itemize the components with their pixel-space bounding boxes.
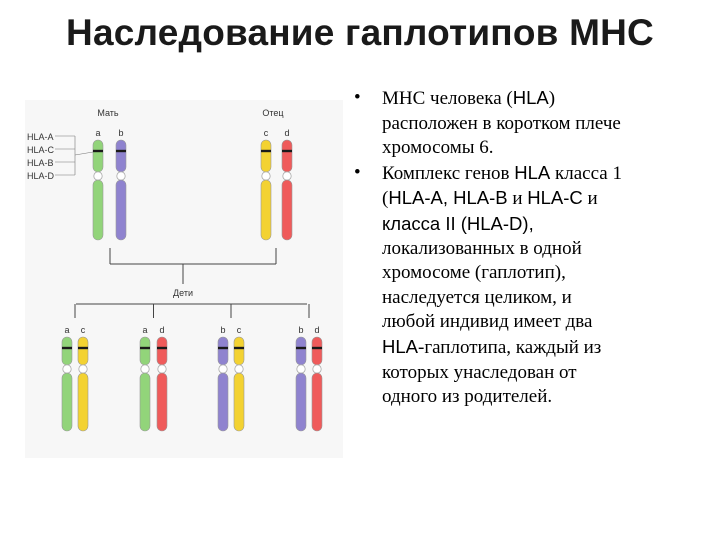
text-span: Комплекс генов	[382, 162, 515, 184]
parent-2-chromosome-1-centromere	[262, 172, 270, 180]
bullet-item-2	[352, 161, 718, 410]
bullet-2-line-2	[382, 186, 718, 212]
child-4-chromosome-2-short-arm	[312, 337, 322, 365]
locus-label-hla-d: HLA-D	[27, 171, 55, 181]
child-4-chromosome-2-long-arm	[312, 373, 322, 431]
slide-title: Наследование гаплотипов МНС	[66, 12, 654, 53]
bullet-2-line-8	[382, 335, 718, 361]
child-1-chromosome-1-centromere	[63, 365, 71, 373]
child-2-chromosome-2-letter: d	[159, 325, 165, 335]
text-span: (	[382, 188, 389, 210]
bullet-marker: •	[354, 161, 361, 183]
text-span: -гаплотипа, каждый из	[418, 336, 602, 358]
bullet-2-line-6: наследуется целиком, и	[382, 286, 572, 308]
bullet-2-line-3: класса II (HLA-D),	[382, 212, 534, 234]
child-4-chromosome-1-letter: b	[298, 325, 304, 335]
child-1-chromosome-2-long-arm	[78, 373, 88, 431]
bullet-2-line-5: хромосоме (гаплотип),	[382, 262, 566, 284]
locus-label-hla-c: HLA-C	[27, 145, 55, 155]
child-4-chromosome-1-long-arm	[296, 373, 306, 431]
child-3-chromosome-1-letter: b	[220, 325, 226, 335]
text-span: HLA	[514, 161, 551, 183]
parent-1-chromosome-1-letter: a	[95, 128, 101, 138]
child-4-chromosome-2-centromere	[313, 365, 321, 373]
text-span: класса 1	[550, 162, 622, 184]
parent-1-chromosome-2-centromere	[117, 172, 125, 180]
parent-1-chromosome-2-long-arm	[116, 180, 126, 240]
parent-2-chromosome-2-long-arm	[282, 180, 292, 240]
child-3-chromosome-2-long-arm	[234, 373, 244, 431]
child-1-chromosome-1-short-arm	[62, 337, 72, 365]
child-3-chromosome-2-centromere	[235, 365, 243, 373]
bullet-2-line-4: локализованных в одной	[382, 237, 582, 259]
text-span: HLA	[382, 335, 418, 357]
child-1-chromosome-1-long-arm	[62, 373, 72, 431]
parent-2-chromosome-2-centromere	[283, 172, 291, 180]
parent-1-chromosome-2-short-arm	[116, 140, 126, 172]
bullet-2-line-10: одного из родителей.	[382, 386, 553, 408]
bullet-list	[352, 86, 718, 410]
bullet-1-line-3: хромосомы 6.	[382, 137, 494, 159]
father-label: Отец	[262, 108, 284, 118]
haplotype-inheritance-diagram	[25, 100, 343, 458]
child-3-chromosome-2-letter: c	[236, 325, 242, 335]
child-4-chromosome-1-short-arm	[296, 337, 306, 365]
child-2-chromosome-2-centromere	[158, 365, 166, 373]
child-1-chromosome-2-letter: c	[80, 325, 86, 335]
parent-2-chromosome-1-short-arm	[261, 140, 271, 172]
bullet-marker: •	[354, 87, 361, 108]
parent-1-chromosome-2-letter: b	[118, 128, 124, 138]
parent-2-chromosome-1-letter: c	[263, 128, 269, 138]
child-1-chromosome-2-centromere	[79, 365, 87, 373]
parent-2-chromosome-2-short-arm	[282, 140, 292, 172]
parent-2-chromosome-1-long-arm	[261, 180, 271, 240]
child-2-chromosome-1-centromere	[141, 365, 149, 373]
bullet-2-line-1	[382, 161, 718, 187]
bullet-1-line-1	[382, 86, 718, 112]
text-span: и	[507, 188, 528, 210]
bullet-2-line-7: любой индивид имеет два	[382, 311, 593, 333]
child-1-chromosome-2-short-arm	[78, 337, 88, 365]
bullet-2-line-9: которых унаследован от	[382, 361, 577, 383]
child-2-chromosome-2-long-arm	[157, 373, 167, 431]
mother-label: Мать	[97, 108, 119, 118]
children-label: Дети	[173, 288, 193, 298]
text-span: и	[582, 188, 598, 210]
parent-1-chromosome-1-long-arm	[93, 180, 103, 240]
child-1-chromosome-1-letter: a	[64, 325, 70, 335]
parent-1-chromosome-1-centromere	[94, 172, 102, 180]
parent-2-chromosome-2-letter: d	[284, 128, 290, 138]
child-3-chromosome-1-short-arm	[218, 337, 228, 365]
text-span: HLA-A, HLA-B	[388, 187, 508, 209]
child-2-chromosome-1-short-arm	[140, 337, 150, 365]
child-2-chromosome-1-letter: a	[142, 325, 148, 335]
bullet-1-line-2: расположен в коротком плече	[382, 112, 621, 134]
child-3-chromosome-1-centromere	[219, 365, 227, 373]
text-span: )	[548, 88, 556, 109]
child-4-chromosome-1-centromere	[297, 365, 305, 373]
child-4-chromosome-2-letter: d	[314, 325, 320, 335]
child-2-chromosome-1-long-arm	[140, 373, 150, 431]
text-span: HLA	[512, 87, 549, 108]
parent-1-chromosome-1-short-arm	[93, 140, 103, 172]
text-span: HLA-C	[527, 187, 583, 209]
locus-label-hla-a: HLA-A	[27, 132, 54, 142]
diagram-background	[25, 100, 343, 458]
child-3-chromosome-2-short-arm	[234, 337, 244, 365]
child-2-chromosome-2-short-arm	[157, 337, 167, 365]
bullet-item-1	[352, 86, 718, 161]
locus-label-hla-b: HLA-B	[27, 158, 54, 168]
child-3-chromosome-1-long-arm	[218, 373, 228, 431]
text-span: МНС человека (	[382, 88, 513, 109]
